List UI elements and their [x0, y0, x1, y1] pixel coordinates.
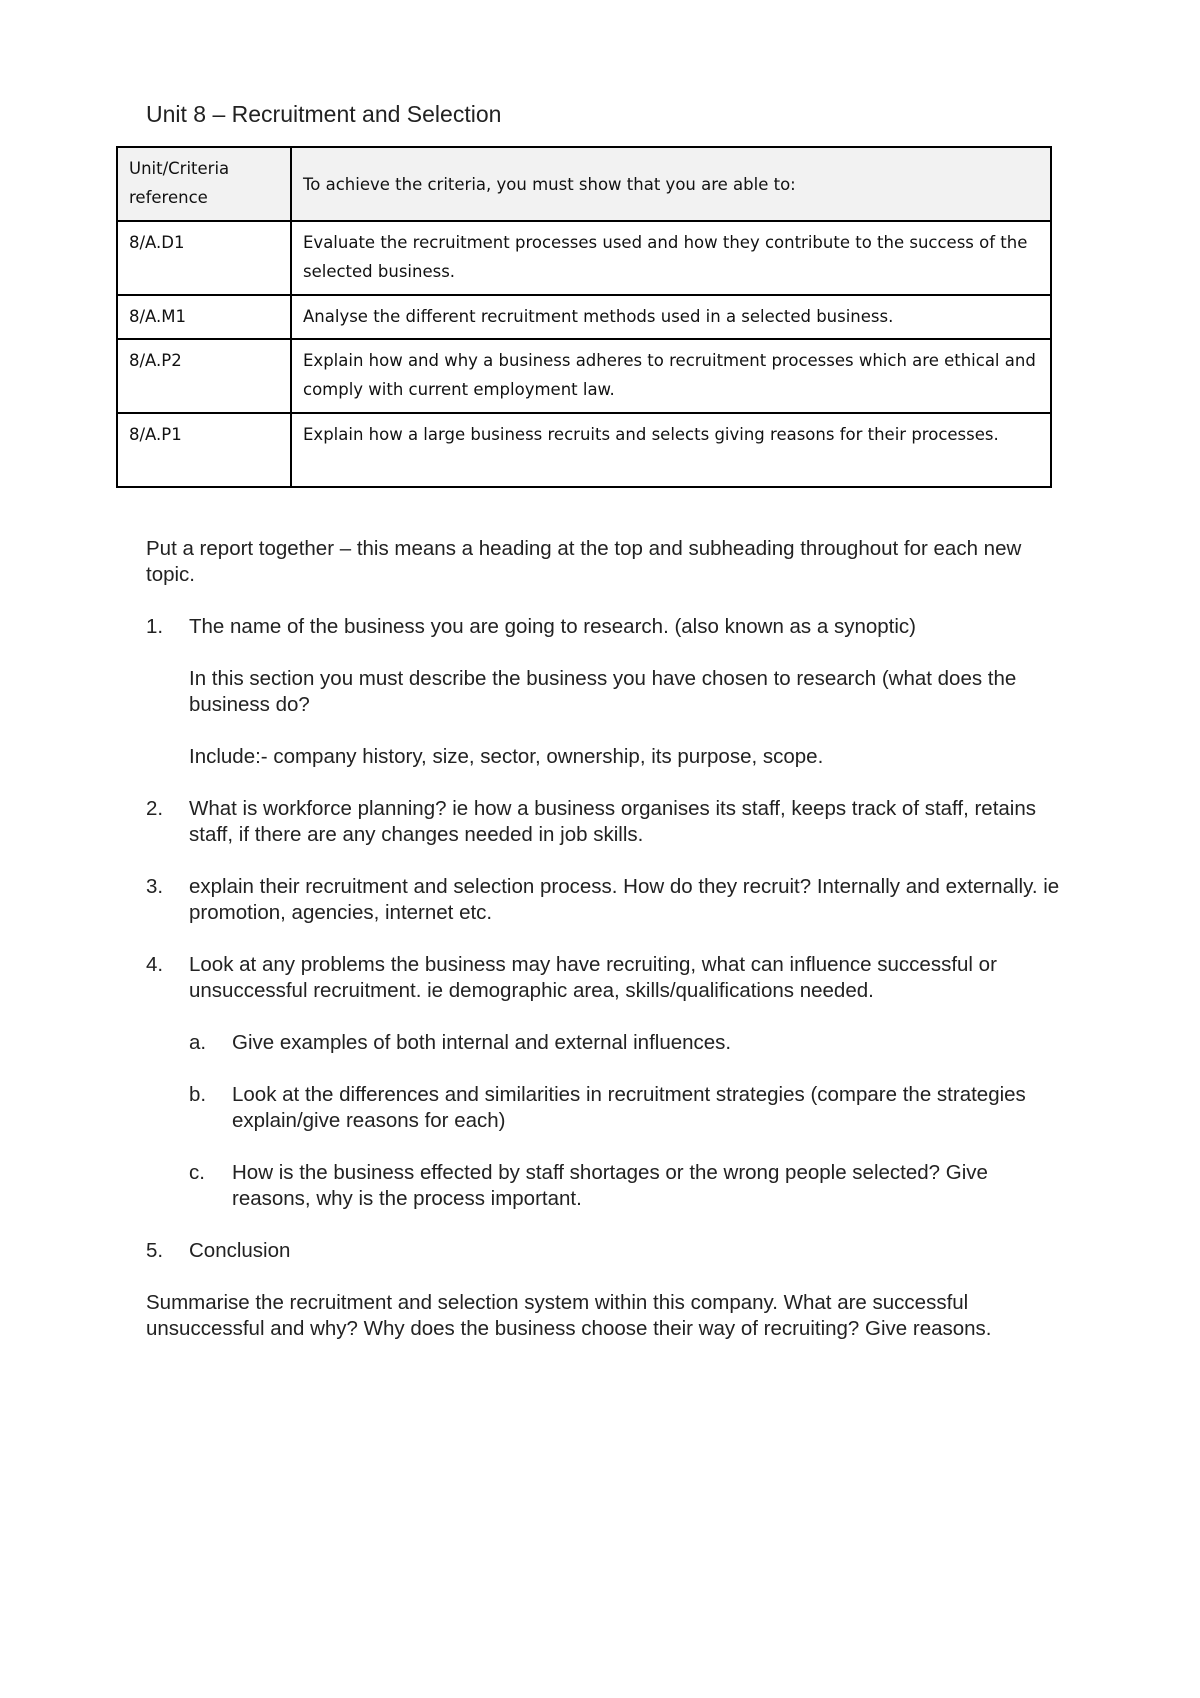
table-row — [117, 339, 1051, 413]
table-row — [117, 413, 1051, 487]
list-item: Give examples of both internal and external influences. — [232, 1031, 732, 1054]
list-item: Look at the differences and similarities in recruitment strategies (compare the strategies explain/give reasons for each) — [232, 1083, 1026, 1132]
table-header-row — [117, 147, 1051, 221]
list-item: Conclusion — [189, 1239, 291, 1262]
criteria-ref: 8/A.M1 — [117, 295, 291, 339]
list-item: How is the business effected by staff shortages or the wrong people selected? Give reasons, why is the process important. — [232, 1161, 988, 1210]
criteria-desc: Explain how a large business recruits and selects giving reasons for their processes. — [291, 413, 1051, 487]
document-title: Unit 8 – Recruitment and Selection — [146, 101, 502, 127]
list-marker: 5. — [146, 1239, 164, 1262]
header-desc-cell: To achieve the criteria, you must show that you are able to: — [291, 147, 1051, 221]
list-marker: b. — [189, 1083, 207, 1106]
list-item: In this section you must describe the business you have chosen to research (what does the business do? — [189, 667, 1017, 716]
intro-paragraph: Put a report together – this means a heading at the top and subheading throughout for each new topic. — [146, 537, 1022, 586]
list-item: Include:- company history, size, sector, ownership, its purpose, scope. — [189, 745, 824, 768]
criteria-table — [116, 146, 1052, 488]
list-marker: a. — [189, 1031, 207, 1054]
criteria-desc: Evaluate the recruitment processes used and how they contribute to the success of the selected business. — [291, 221, 1051, 295]
list-marker: c. — [189, 1161, 205, 1184]
list-item: The name of the business you are going to research. (also known as a synoptic) — [189, 615, 917, 638]
criteria-ref: 8/A.P2 — [117, 339, 291, 413]
list-item: explain their recruitment and selection process. How do they recruit? Internally and externally. ie promotion, agencies, internet etc. — [189, 875, 1060, 924]
list-item: Look at any problems the business may have recruiting, what can influence successful or unsuccessful recruitment. ie demographic area, skills/qualifications needed. — [189, 953, 997, 1002]
list-marker: 2. — [146, 797, 164, 820]
criteria-desc: Analyse the different recruitment methods used in a selected business. — [291, 295, 1051, 339]
table-row — [117, 295, 1051, 339]
criteria-ref: 8/A.P1 — [117, 413, 291, 487]
list-marker: 4. — [146, 953, 164, 976]
list-marker: 1. — [146, 615, 164, 638]
criteria-ref: 8/A.D1 — [117, 221, 291, 295]
criteria-desc: Explain how and why a business adheres to recruitment processes which are ethical and comply with current employment law. — [291, 339, 1051, 413]
list-item: What is workforce planning? ie how a business organises its staff, keeps track of staff, retains staff, if there are any changes needed in job skills. — [189, 797, 1036, 846]
list-marker: 3. — [146, 875, 164, 898]
summary-paragraph: Summarise the recruitment and selection system within this company. What are successful unsuccessful and why? Why does the business choose their way of recruiting? Give reasons. — [146, 1291, 992, 1340]
header-ref-cell: Unit/Criteria reference — [117, 147, 291, 221]
table-row — [117, 221, 1051, 295]
